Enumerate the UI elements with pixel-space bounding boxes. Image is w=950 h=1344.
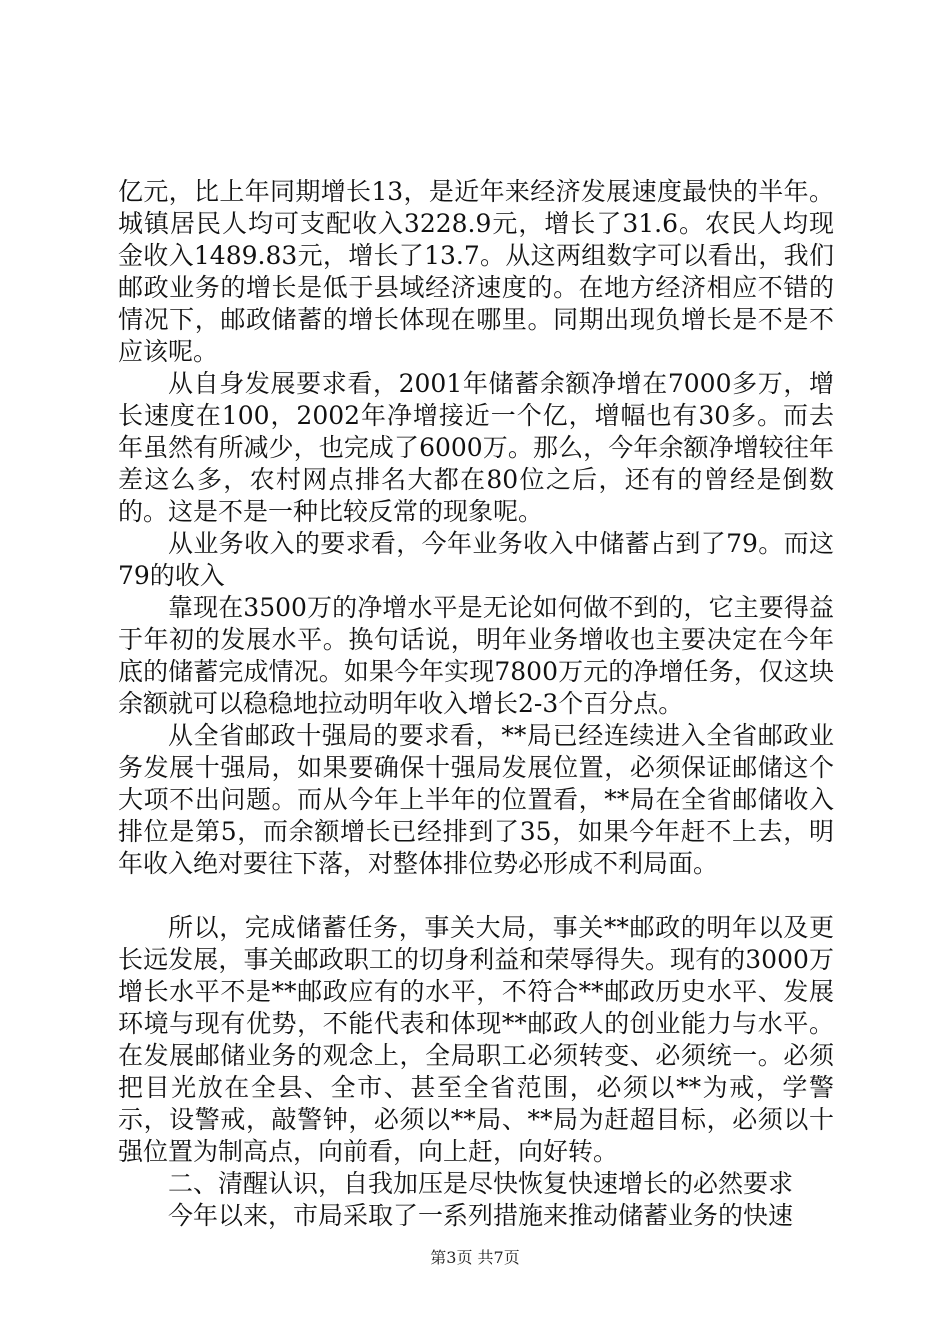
paragraph-3: 从业务收入的要求看，今年业务收入中储蓄占到了79。而这79的收入 — [118, 529, 834, 590]
section-heading: 二、清醒认识，自我加压是尽快恢复快速增长的必然要求 — [168, 1169, 794, 1198]
paragraph-2: 从自身发展要求看，2001年储蓄余额净增在7000多万，增长速度在100，2002年净增接近一个亿，增幅也有30多。而去年虽然有所减少，也完成了6000万。那么，今年余额净增较往年差这么多，农村网点排名大都在80位之后，还有的曾经是倒数的。这是不是一种比较反常的现象呢。 — [118, 369, 834, 526]
paragraph-6: 所以，完成储蓄任务，事关大局，事关**邮政的明年以及更长远发展，事关邮政职工的切身利益和荣辱得失。现有的3000万增长水平不是**邮政应有的水平，不符合**邮政历史水平、发展环境与现有优势，不能代表和体现**邮政人的创业能力与水平。在发展邮储业务的观念上，全局职工必须转变、必须统一。必须把目光放在全县、全市、甚至全省范围，必须以**为戒，学警示，设警戒，敲警钟，必须以**局、**局为赶超目标，必须以十强位置为制高点，向前看，向上赶，向好转。 — [118, 913, 834, 1166]
document-body — [118, 176, 834, 1232]
paragraph-4: 靠现在3500万的净增水平是无论如何做不到的，它主要得益于年初的发展水平。换句话说，明年业务增收也主要决定在今年底的储蓄完成情况。如果今年实现7800万元的净增任务，仅这块余额就可以稳稳地拉动明年收入增长2-3个百分点。 — [118, 593, 834, 718]
paragraph-5: 从全省邮政十强局的要求看，**局已经连续进入全省邮政业务发展十强局，如果要确保十强局发展位置，必须保证邮储这个大项不出问题。而从今年上半年的位置看，**局在全省邮储收入排位是第5，而余额增长已经排到了35，如果今年赶不上去，明年收入绝对要往下落，对整体排位势必形成不利局面。 — [118, 721, 834, 878]
paragraph-gap — [118, 880, 834, 912]
paragraph-1: 亿元，比上年同期增长13，是近年来经济发展速度最快的半年。城镇居民人均可支配收入3228.9元，增长了31.6。农民人均现金收入1489.83元，增长了13.7。从这两组数字可以看出，我们邮政业务的增长是低于县域经济速度的。在地方经济相应不错的情况下，邮政储蓄的增长体现在哪里。同期出现负增长是不是不应该呢。 — [118, 177, 834, 366]
paragraph-7: 今年以来，市局采取了一系列措施来推动储蓄业务的快速 — [168, 1201, 794, 1230]
page-number-footer: 第3页 共7页 — [430, 1248, 520, 1267]
